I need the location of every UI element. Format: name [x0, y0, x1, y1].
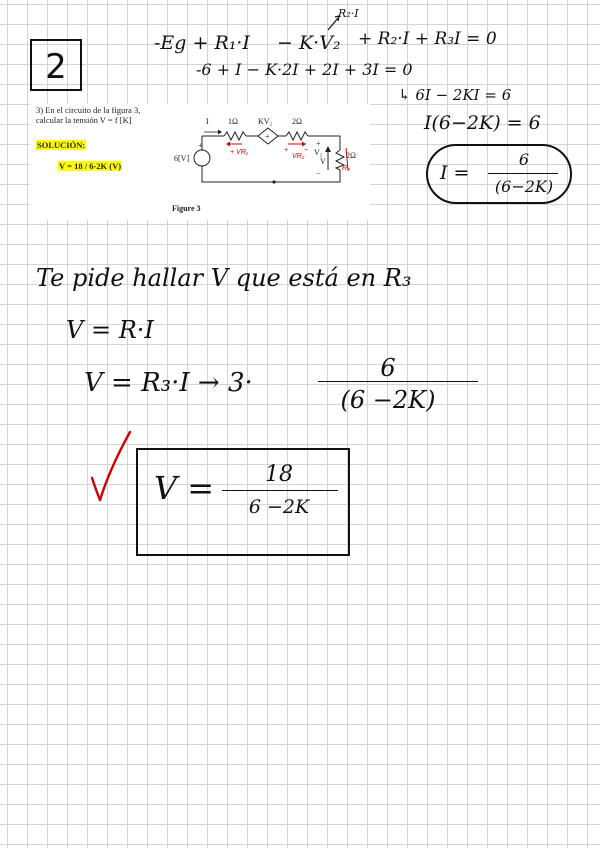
- v2-label: V₂: [314, 148, 323, 157]
- resistor-r1: [224, 132, 246, 140]
- final-answer-lhs: V =: [154, 469, 215, 507]
- r1-label: 1Ω: [228, 117, 238, 126]
- kvl-eq1-part-b: − K·V₂: [277, 32, 341, 54]
- solution-formula: V = 18 / 6-2K (V): [59, 161, 122, 171]
- v2-plus-label: +: [316, 139, 321, 148]
- kvl-eq1-part-c: + R₂·I + R₃I = 0: [358, 29, 497, 49]
- result-I-denominator: (6−2K): [494, 177, 554, 196]
- result-I-label: I =: [440, 162, 470, 184]
- dependent-source-label: KV₂: [258, 117, 273, 126]
- kvl-eq3: ↳ 6I − 2KI = 6: [398, 86, 512, 104]
- v2-minus-label: −: [316, 169, 321, 178]
- derivation-line-1: Te pide hallar V que está en R₃: [36, 264, 412, 292]
- wire-top-right: [308, 136, 340, 150]
- dependent-source-sign: +: [265, 132, 270, 141]
- problem-number-box: [30, 39, 82, 91]
- solution-label: SOLUCIÓN:: [37, 140, 86, 150]
- node-dot: [272, 180, 275, 183]
- figure-caption: Figure 3: [172, 204, 201, 213]
- red-plus-label: +: [284, 147, 289, 154]
- red-minus-label: −: [304, 147, 309, 154]
- current-arrow-head: [218, 130, 222, 135]
- derivation-denominator: (6 −2K): [340, 386, 436, 414]
- statement-line-2: calcular la tensión V = f [K]: [36, 115, 132, 125]
- v-label: V: [320, 157, 326, 166]
- red-vr1-label: + VR₁: [230, 149, 248, 156]
- red-r3-label: R₃: [342, 165, 350, 172]
- final-answer-numerator: 18: [265, 462, 293, 487]
- kvl-eq4: I(6−2K) = 6: [424, 112, 541, 134]
- result-I-fraction-line: [488, 173, 558, 174]
- current-label: I: [206, 117, 209, 126]
- source-label: 6[V]: [174, 154, 190, 163]
- problem-number: 2: [45, 47, 67, 87]
- statement-panel: [30, 104, 370, 220]
- voltage-arrow-head: [325, 146, 331, 152]
- final-answer-denominator: 6 −2K: [248, 496, 310, 518]
- check-mark-icon: [88, 428, 134, 508]
- circuit-diagram: [170, 110, 370, 202]
- r3-label: 2Ω: [346, 151, 356, 160]
- voltage-source: [194, 150, 210, 166]
- derivation-fraction-line: [318, 381, 478, 382]
- statement-line-1: 3) En el circuito de la figura 3,: [36, 105, 141, 115]
- result-I-numerator: 6: [518, 150, 530, 169]
- kvl-eq2: -6 + I − K·2I + 2I + 3I = 0: [196, 60, 413, 79]
- derivation-line-3: V = R₃·I → 3·: [84, 368, 253, 398]
- red-vr2-label: VR₂: [292, 153, 305, 160]
- derivation-numerator: 6: [380, 354, 396, 382]
- r2-label: 2Ω: [292, 117, 302, 126]
- kvl-superscript: R₂·I: [338, 7, 359, 20]
- red-arrowhead-vr1: [226, 142, 230, 147]
- kvl-eq1-part-a: -Eg + R₁·I: [154, 32, 250, 54]
- final-answer-fraction-line: [222, 490, 338, 491]
- kvl-superscript-arrow: [326, 14, 342, 32]
- red-arrowhead-vr2: [302, 142, 306, 147]
- source-plus-label: +: [198, 141, 203, 150]
- final-answer-box: [136, 448, 350, 556]
- derivation-line-2: V = R·I: [66, 316, 154, 344]
- result-I-box: [426, 144, 572, 204]
- resistor-r2: [286, 132, 308, 140]
